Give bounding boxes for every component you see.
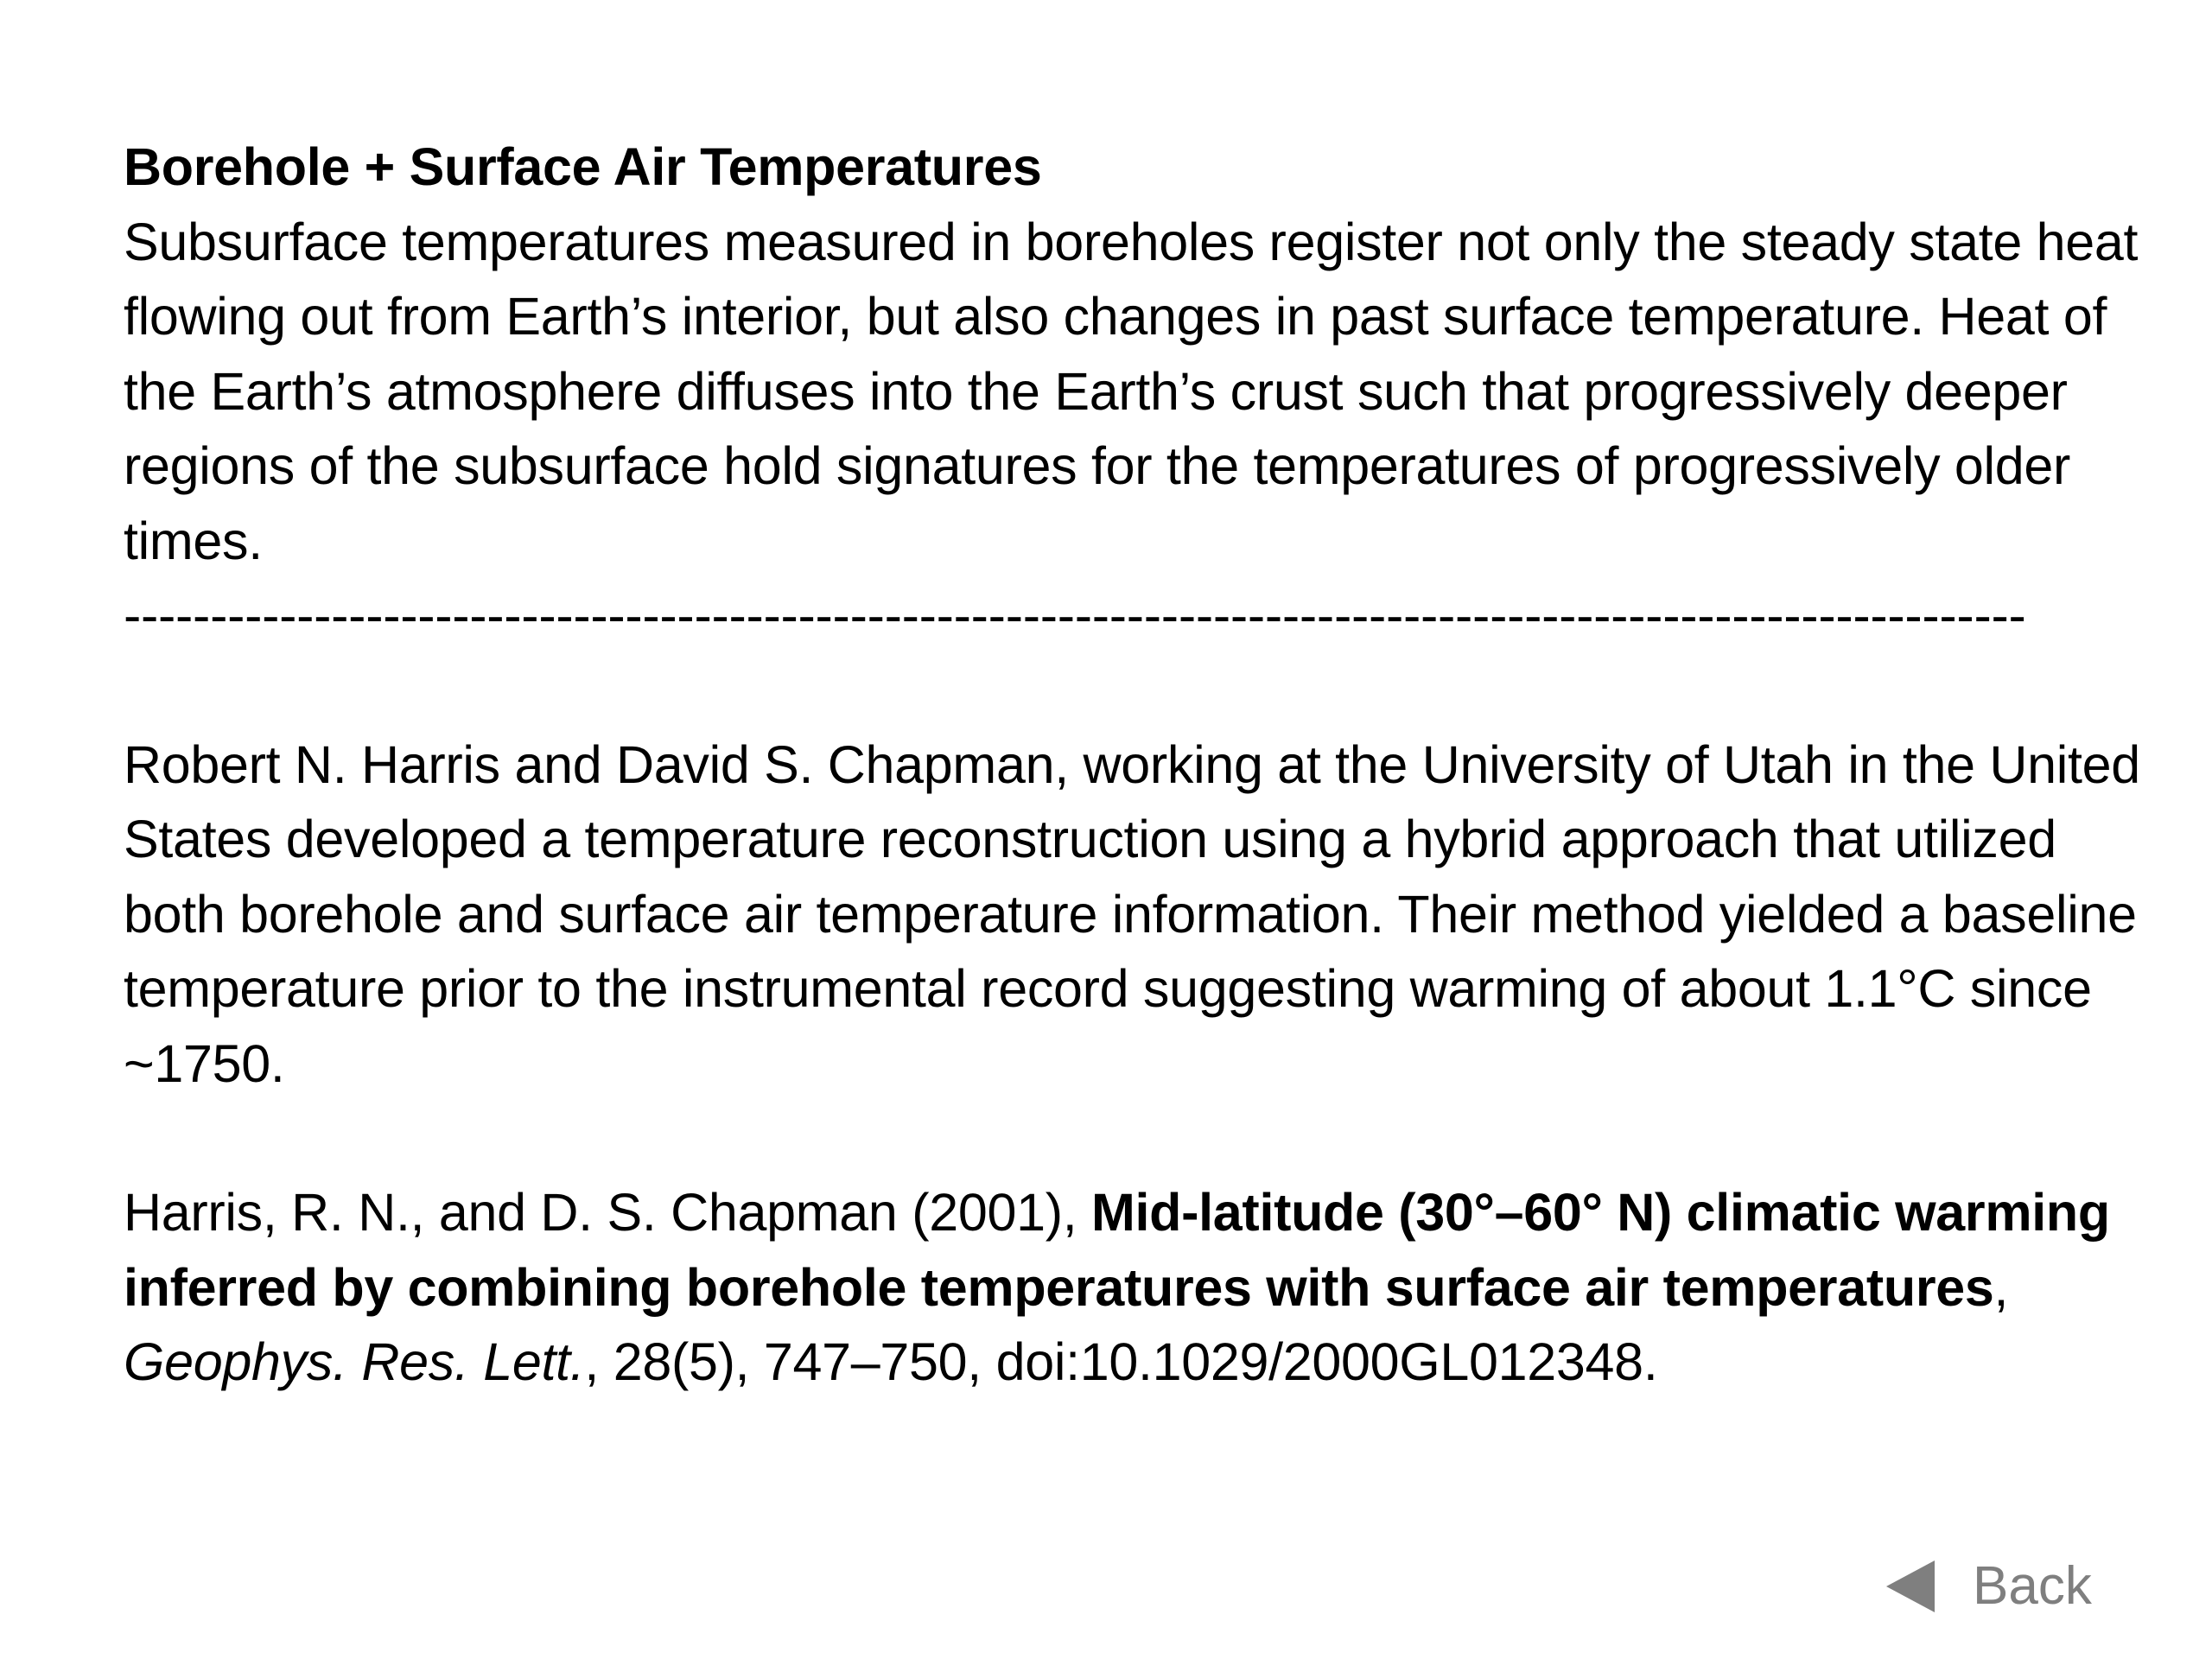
- text-content: [124, 130, 2145, 1400]
- citation-separator: ,: [1993, 1257, 2009, 1317]
- back-button[interactable]: [1886, 1555, 2092, 1617]
- dashed-divider: --------------------------------------------------------------------------------------------------------------: [124, 586, 2026, 645]
- triangle-left-icon: [1886, 1560, 1935, 1612]
- spacer: [124, 1101, 2145, 1175]
- spacer: [124, 653, 2145, 728]
- citation: [124, 1175, 2145, 1400]
- body-paragraph: Robert N. Harris and David S. Chapman, working at the University of Utah in the United States developed a temperature reconstruction using a hybrid approach that utilized both borehole and surface air temperature information. Their method yielded a baseline temperature prior to the instrumental record suggesting warming of about 1.1°C since ~1750.: [124, 734, 2140, 1093]
- citation-journal: Geophys. Res. Lett.: [124, 1332, 585, 1391]
- citation-authors: Harris, R. N., and D. S. Chapman (2001),: [124, 1183, 1092, 1242]
- back-label: Back: [1973, 1556, 2092, 1616]
- intro-paragraph: Subsurface temperatures measured in boreholes register not only the steady state heat flowing out from Earth’s interior, but also changes in past surface temperature. Heat of the Earth’s atmosphere diffuses into the Earth’s crust such that progressively deeper regions of the subsurface hold signatures for the temperatures of progressively older times.: [124, 212, 2139, 570]
- page-title: Borehole + Surface Air Temperatures: [124, 137, 1042, 196]
- citation-article-title: Mid-latitude (30°–60° N) climatic warming inferred by combining borehole temperatures with surface air temperatures: [124, 1183, 2110, 1317]
- citation-details: , 28(5), 747–750, doi:10.1029/2000GL012348.: [584, 1332, 1658, 1391]
